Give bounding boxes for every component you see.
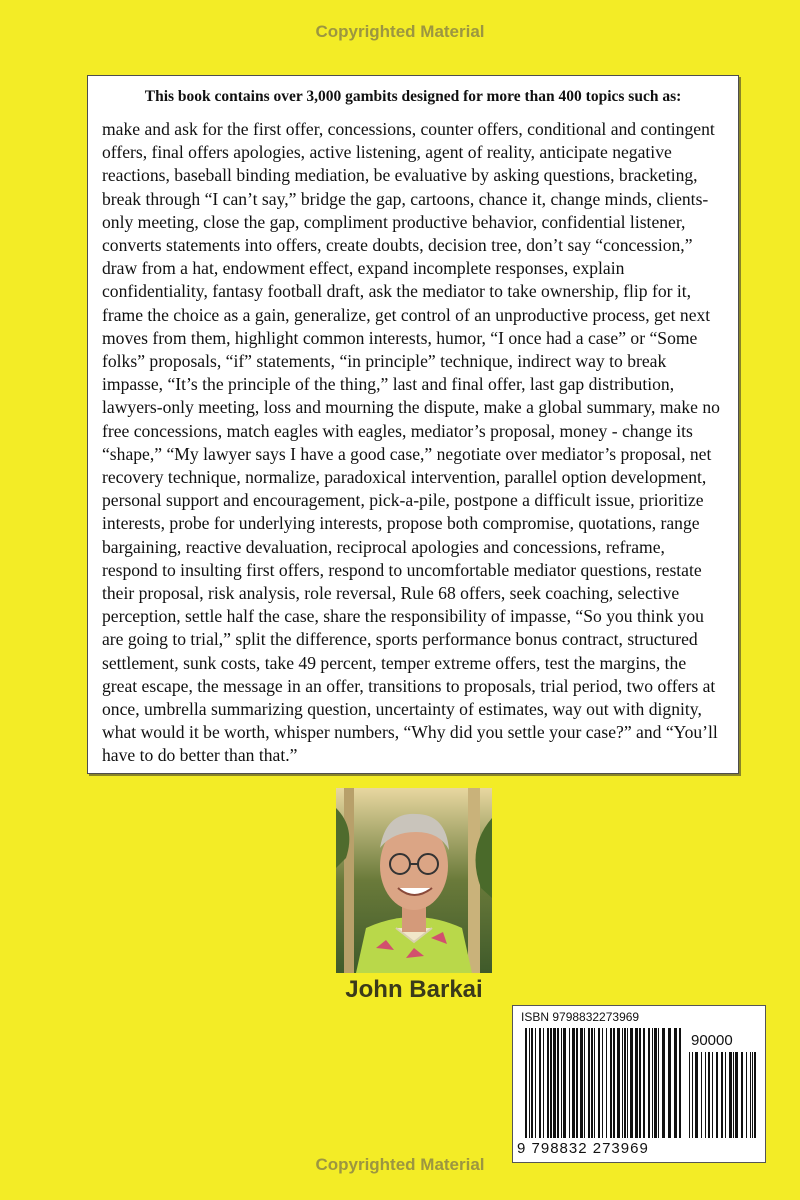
topics-text-box [87,75,739,774]
isbn-barcode [512,1005,766,1163]
topics-heading: This book contains over 3,000 gambits designed for more than 400 topics such as: [144,88,682,105]
topics-body: make and ask for the first offer, concessions, counter offers, conditional and contingent offers, final offers apologies, active listening, agent of reality, anticipate negative reactions, baseball binding mediation, be evaluative by asking questions, bracketing, break through “I can’t say,” bridge the gap, cartoons, chance it, change minds, clients-only meeting, close the gap, compliment productive behavior, confidential listener, converts statements into offers, create doubts, decision tree, don’t say “concession,” draw from a hat, endowment effect, expand incomplete responses, explain confidentiality, fantasy football draft, ask the mediator to take ownership, flip for it, frame the choice as a gain, generalize, get control of an unproductive process, get next moves from them, highlight common interests, humor, “I once had a case” or “Some folks” proposals, “if” statements, “in principle” technique, indirect way to break impasse, “It’s the principle of the thing,” last and final offer, last gap distribution, lawyers-only meeting, loss and mourning the dispute, make a global summary, make no free concessions, match eagles with eagles, mediator’s proposal, money - change its “shape,” “My lawyer says I have a good case,” negotiate over mediator’s proposal, net recovery technique, normalize, paradoxical intervention, parallel option development, personal support and encouragement, pick-a-pile, postpone a difficult issue, prioritize interests, probe for underlying interests, propose both compromise, quotations, range bargaining, reactive devaluation, reciprocal apologies and concessions, reframe, respond to insulting first offers, respond to uncomfortable mediator questions, restate their proposal, risk analysis, role reversal, Rule 68 offers, seek coaching, selective perception, settle half the case, share the responsibility of impasse, “So you think you are going to trial,” split the difference, sports performance bonus contract, structured settlement, sunk costs, take 49 percent, temper extreme offers, test the margins, the great escape, the message in an offer, transitions to proposals, trial period, two offers at once, umbrella summarizing question, uncertainty of estimates, way out with dignity, what would it be worth, whisper numbers, “Why did you settle your case?” and “You’ll have to do better than that.” [102,119,720,766]
watermark-bottom: Copyrighted Material [315,1155,485,1174]
author-name: John Barkai [345,976,483,1003]
isbn-label: ISBN 9798832273969 [521,1010,640,1024]
watermark-top: Copyrighted Material [315,22,485,41]
author-photo [336,788,492,973]
price-code: 90000 [691,1032,733,1049]
barcode-digits: 9 798832 273969 [517,1140,649,1157]
